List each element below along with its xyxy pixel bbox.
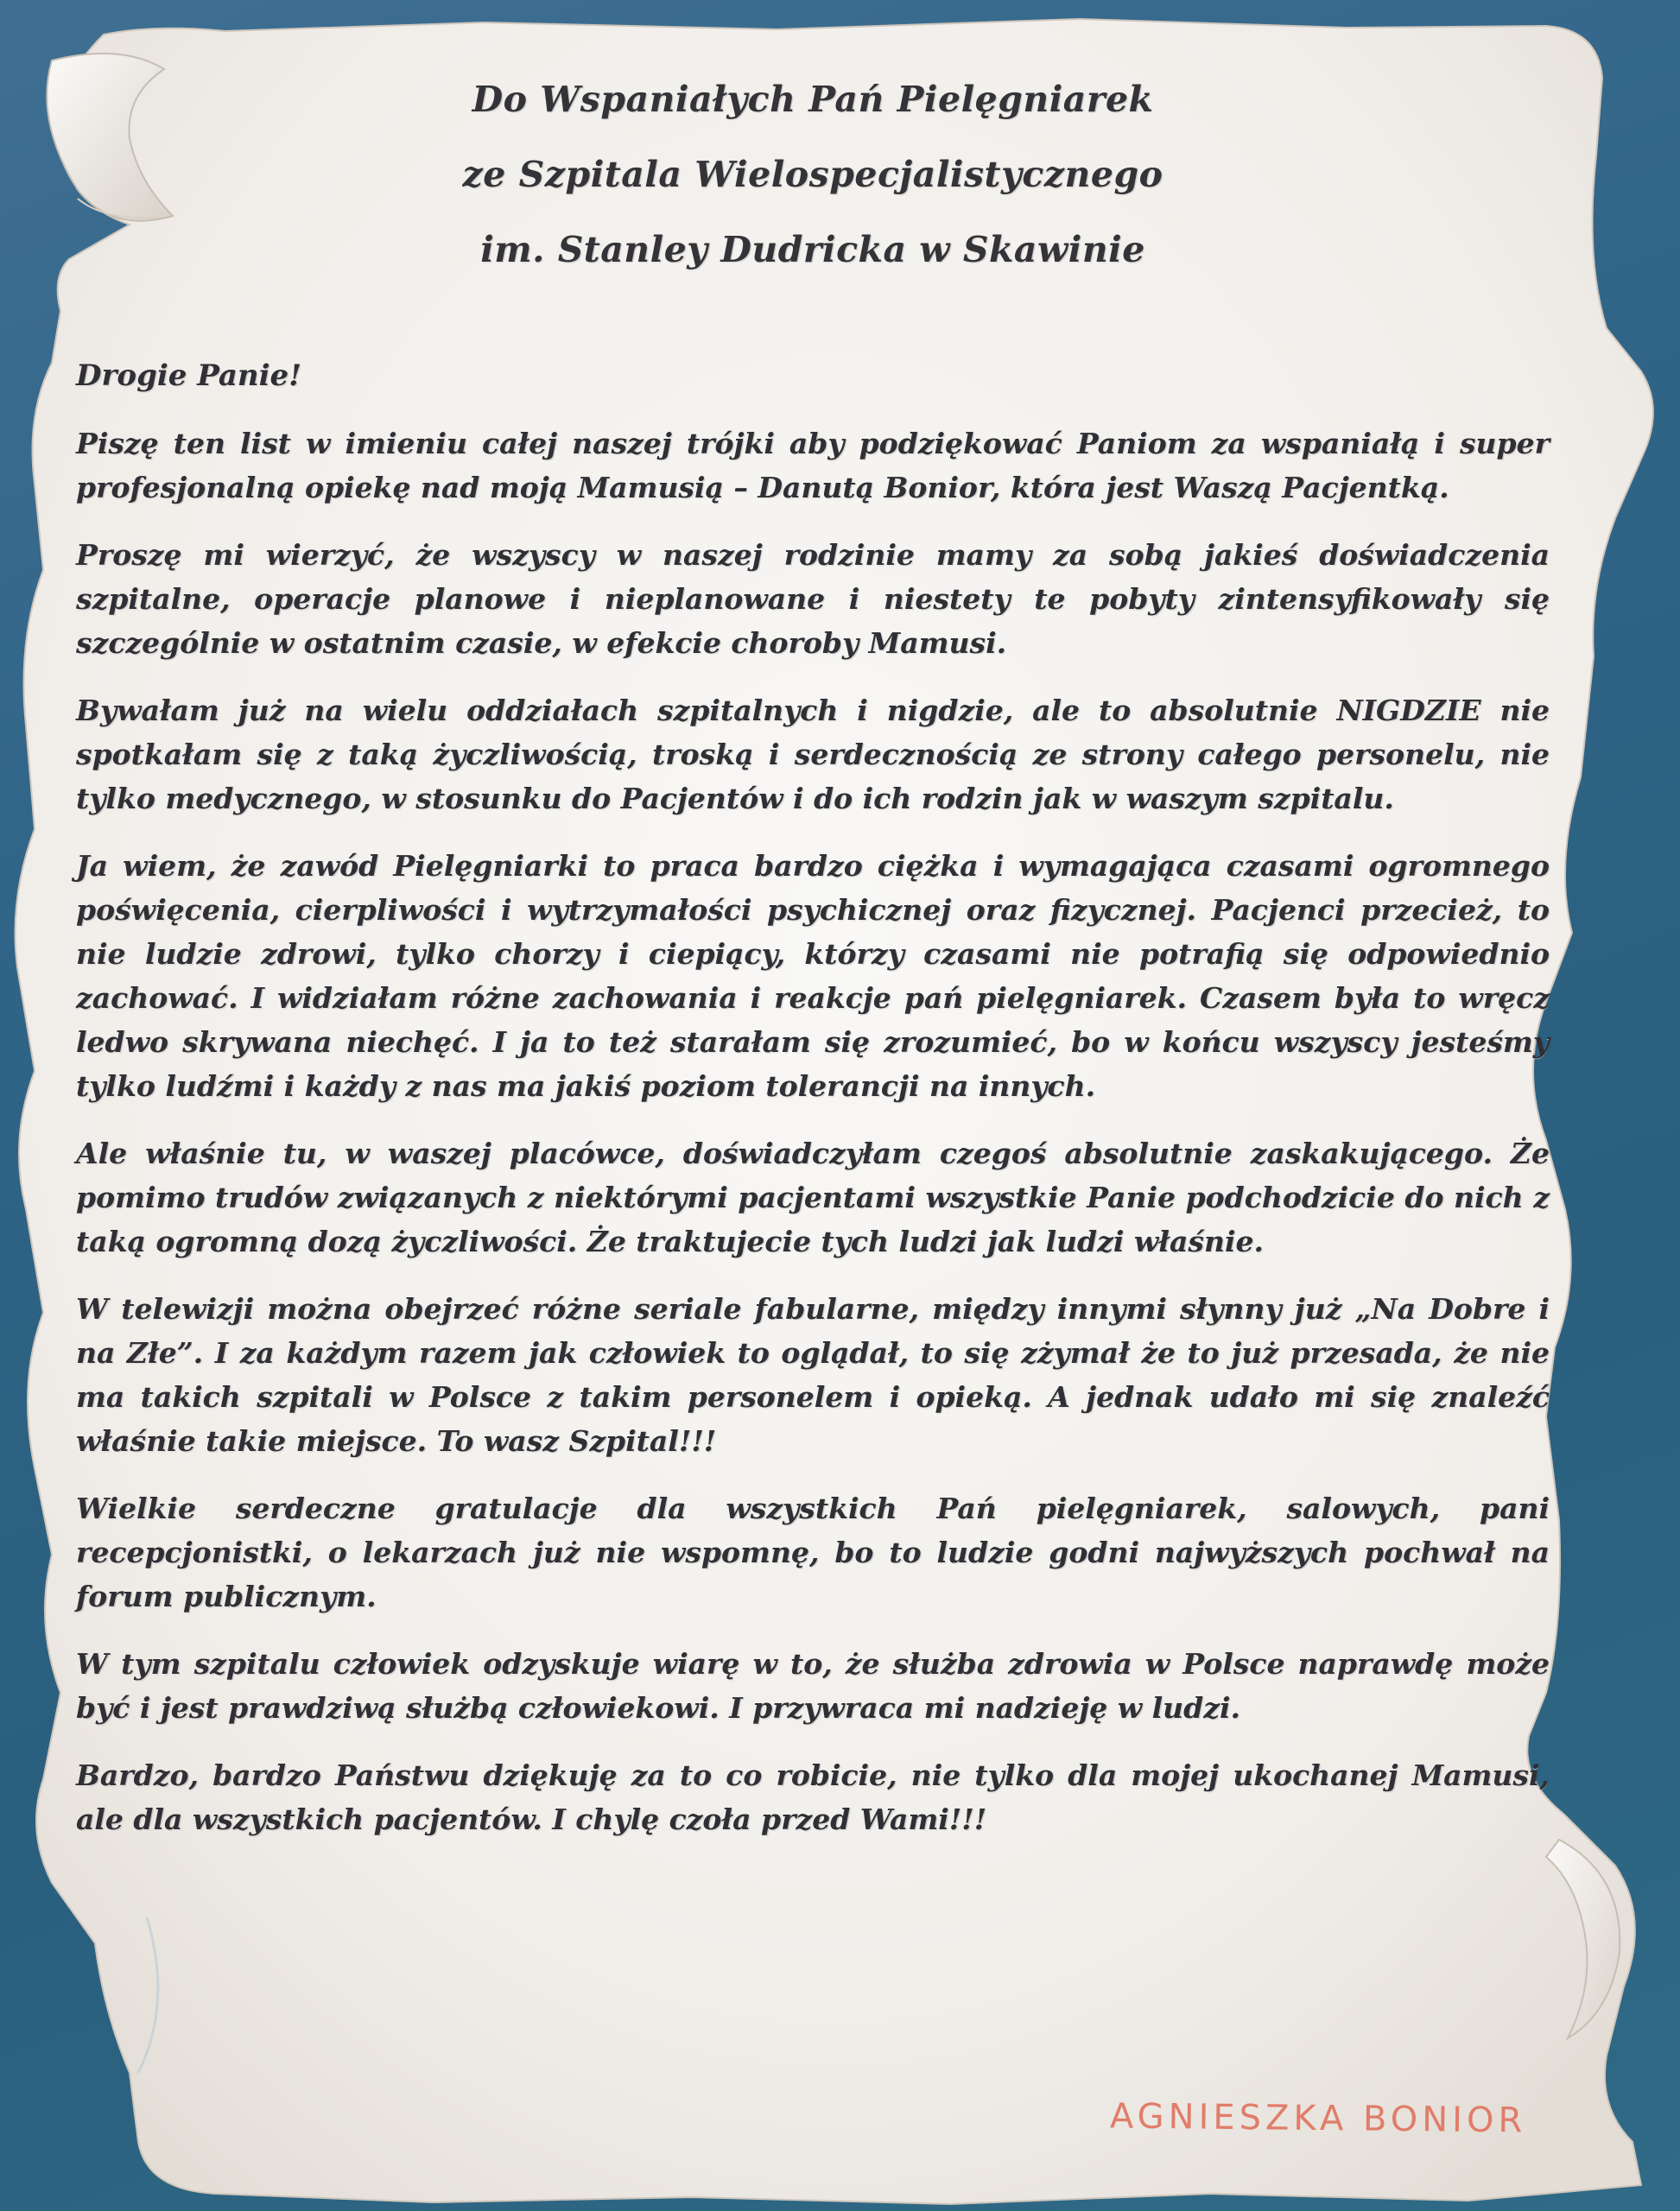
- handwritten-signature: AGNIESZKA BONIOR: [1109, 2096, 1527, 2141]
- paragraph: Ja wiem, że zawód Pielęgniarki to praca bardzo ciężka i wymagająca czasami ogromnego poświęcenia, cierpliwości i wytrzymałości psychicznej oraz fizycznej. Pacjenci przecież, to nie ludzie zdrowi, tylko chorzy i ciepiący, którzy czasami nie potrafią się odpowiednio zachować. I widziałam różne zachowania i reakcje pań pielęgniarek. Czasem była to wręcz ledwo skrywana niechęć. I ja to też starałam się zrozumieć, bo w końcu wszyscy jesteśmy tylko ludźmi i każdy z nas ma jakiś poziom tolerancji na innych.: [76, 849, 1550, 1103]
- paragraph: Proszę mi wierzyć, że wszyscy w naszej rodzinie mamy za sobą jakieś doświadczenia szpitalne, operacje planowe i nieplanowane i niestety te pobyty zintensyfikowały się szczególnie w ostatnim czasie, w efekcie choroby Mamusi.: [76, 538, 1550, 660]
- paragraph: Piszę ten list w imieniu całej naszej trójki aby podziękować Paniom za wspaniałą i super profesjonalną opiekę nad moją Mamusią – Danutą Bonior, która jest Waszą Pacjentką.: [76, 427, 1550, 504]
- title-line: Do Wspaniałych Pań Pielęgniarek: [472, 79, 1154, 120]
- paragraph: Wielkie serdeczne gratulacje dla wszystkich Pań pielęgniarek, salowych, pani recepcjonistki, o lekarzach już nie wspomnę, bo to ludzie godni najwyższych pochwał na forum publicznym.: [76, 1492, 1550, 1613]
- paragraph: W tym szpitalu człowiek odzyskuje wiarę w to, że służba zdrowia w Polsce naprawdę może być i jest prawdziwą służbą człowiekowi. I przywraca mi nadzieję w ludzi.: [76, 1647, 1550, 1725]
- paragraph: Bywałam już na wielu oddziałach szpitalnych i nigdzie, ale to absolutnie NIGDZIE nie spotkałam się z taką życzliwością, troską i serdecznością ze strony całego personelu, nie tylko medycznego, w stosunku do Pacjentów i do ich rodzin jak w waszym szpitalu.: [76, 694, 1550, 815]
- greeting: Drogie Panie!: [76, 358, 302, 393]
- title-line: ze Szpitala Wielospecjalistycznego: [462, 154, 1163, 195]
- paragraph: W telewizji można obejrzeć różne seriale fabularne, między innymi słynny już „Na Dobre i na Złe”. I za każdym razem jak człowiek to oglądał, to się zżymał że to już przesada, że nie ma takich szpitali w Polsce z takim personelem i opieką. A jednak udało mi się znaleźć właśnie takie miejsce. To wasz Szpital!!!: [76, 1292, 1550, 1458]
- paragraph: Bardzo, bardzo Państwu dziękuję za to co robicie, nie tylko dla mojej ukochanej Mamusi, ale dla wszystkich pacjentów. I chylę czoła przed Wami!!!: [76, 1758, 1550, 1836]
- letter-body: [76, 354, 1550, 1865]
- title-line: im. Stanley Dudricka w Skawinie: [480, 229, 1145, 270]
- letter-title: [76, 62, 1550, 288]
- paragraph: Ale właśnie tu, w waszej placówce, doświadczyłam czegoś absolutnie zaskakującego. Że pomimo trudów związanych z niektórymi pacjentami wszystkie Panie podchodzicie do nich z taką ogromną dozą życzliwości. Że traktujecie tych ludzi jak ludzi właśnie.: [76, 1137, 1550, 1258]
- letter-content: [76, 62, 1550, 2170]
